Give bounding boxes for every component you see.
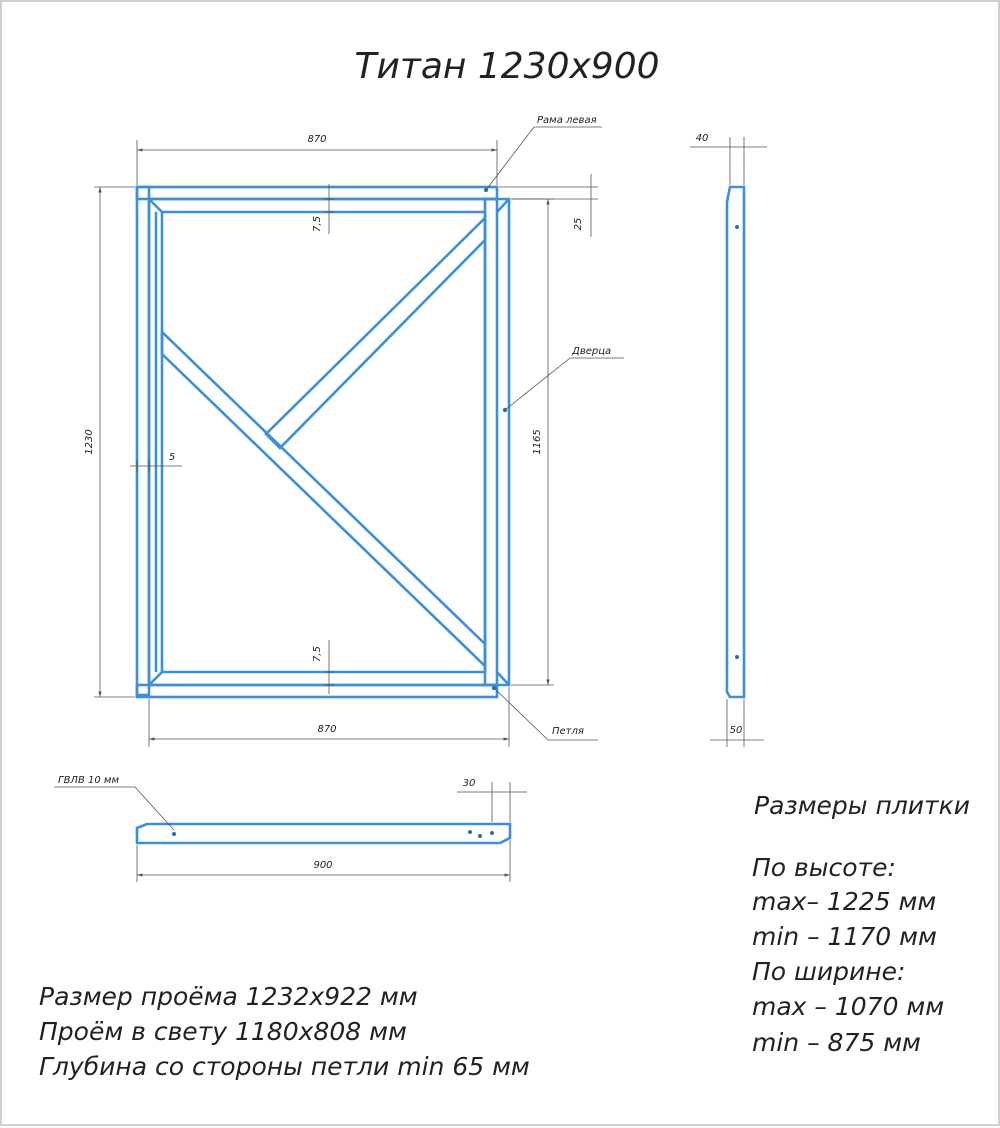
bottom-profile — [137, 824, 510, 843]
note-depth: Глубина со стороны петли min 65 мм — [39, 1052, 530, 1081]
callout-door: Дверца — [572, 346, 612, 357]
dim-side-gap: 5 — [168, 452, 176, 463]
tile-height-label: По высоте: — [752, 853, 896, 882]
dim-bottom-total: 900 — [313, 860, 333, 871]
dim-bottom-width: 870 — [317, 724, 337, 735]
brace-short-diagonal — [266, 218, 485, 448]
tile-sizes-panel — [752, 791, 970, 1057]
dim-bottom-offset: 30 — [462, 778, 476, 789]
dim-total-height: 1230 — [84, 429, 95, 455]
tile-width-label: По ширине: — [752, 957, 906, 986]
frame-top-bar — [137, 187, 497, 199]
dim-side-top: 40 — [695, 133, 709, 144]
side-view — [690, 133, 767, 747]
front-view — [84, 115, 624, 747]
side-profile — [727, 187, 744, 697]
brace-long-diagonal — [162, 332, 485, 666]
callout-board: ГВЛВ 10 мм — [58, 775, 119, 786]
dim-bottom-gap: 7,5 — [312, 646, 323, 662]
opening-notes — [39, 982, 530, 1081]
tile-height-max: max– 1225 мм — [752, 887, 937, 916]
door-sash-inner — [162, 212, 485, 672]
callout-hinge: Петля — [552, 726, 584, 737]
tile-width-max: max – 1070 мм — [752, 992, 945, 1021]
technical-drawing — [2, 2, 1000, 1128]
frame-left-post — [137, 187, 149, 695]
note-opening: Размер проёма 1232х922 мм — [39, 982, 418, 1011]
dim-top-width: 870 — [307, 134, 327, 145]
callout-frame: Рама левая — [537, 115, 597, 126]
dim-inner-height: 1165 — [532, 429, 543, 455]
dim-top-gap: 7,5 — [312, 216, 323, 232]
drawing-title: Титан 1230х900 — [354, 46, 660, 87]
note-clear-opening: Проём в свету 1180х808 мм — [39, 1017, 407, 1046]
tile-height-min: min – 1170 мм — [752, 922, 937, 951]
bottom-view — [54, 775, 527, 882]
frame-bottom-bar — [137, 685, 497, 697]
dim-side-bottom: 50 — [729, 725, 743, 736]
tile-width-min: min – 875 мм — [752, 1028, 921, 1057]
dim-top-offset: 25 — [573, 217, 584, 231]
tile-sizes-heading: Размеры плитки — [754, 791, 970, 820]
frame-right-post — [485, 199, 497, 685]
